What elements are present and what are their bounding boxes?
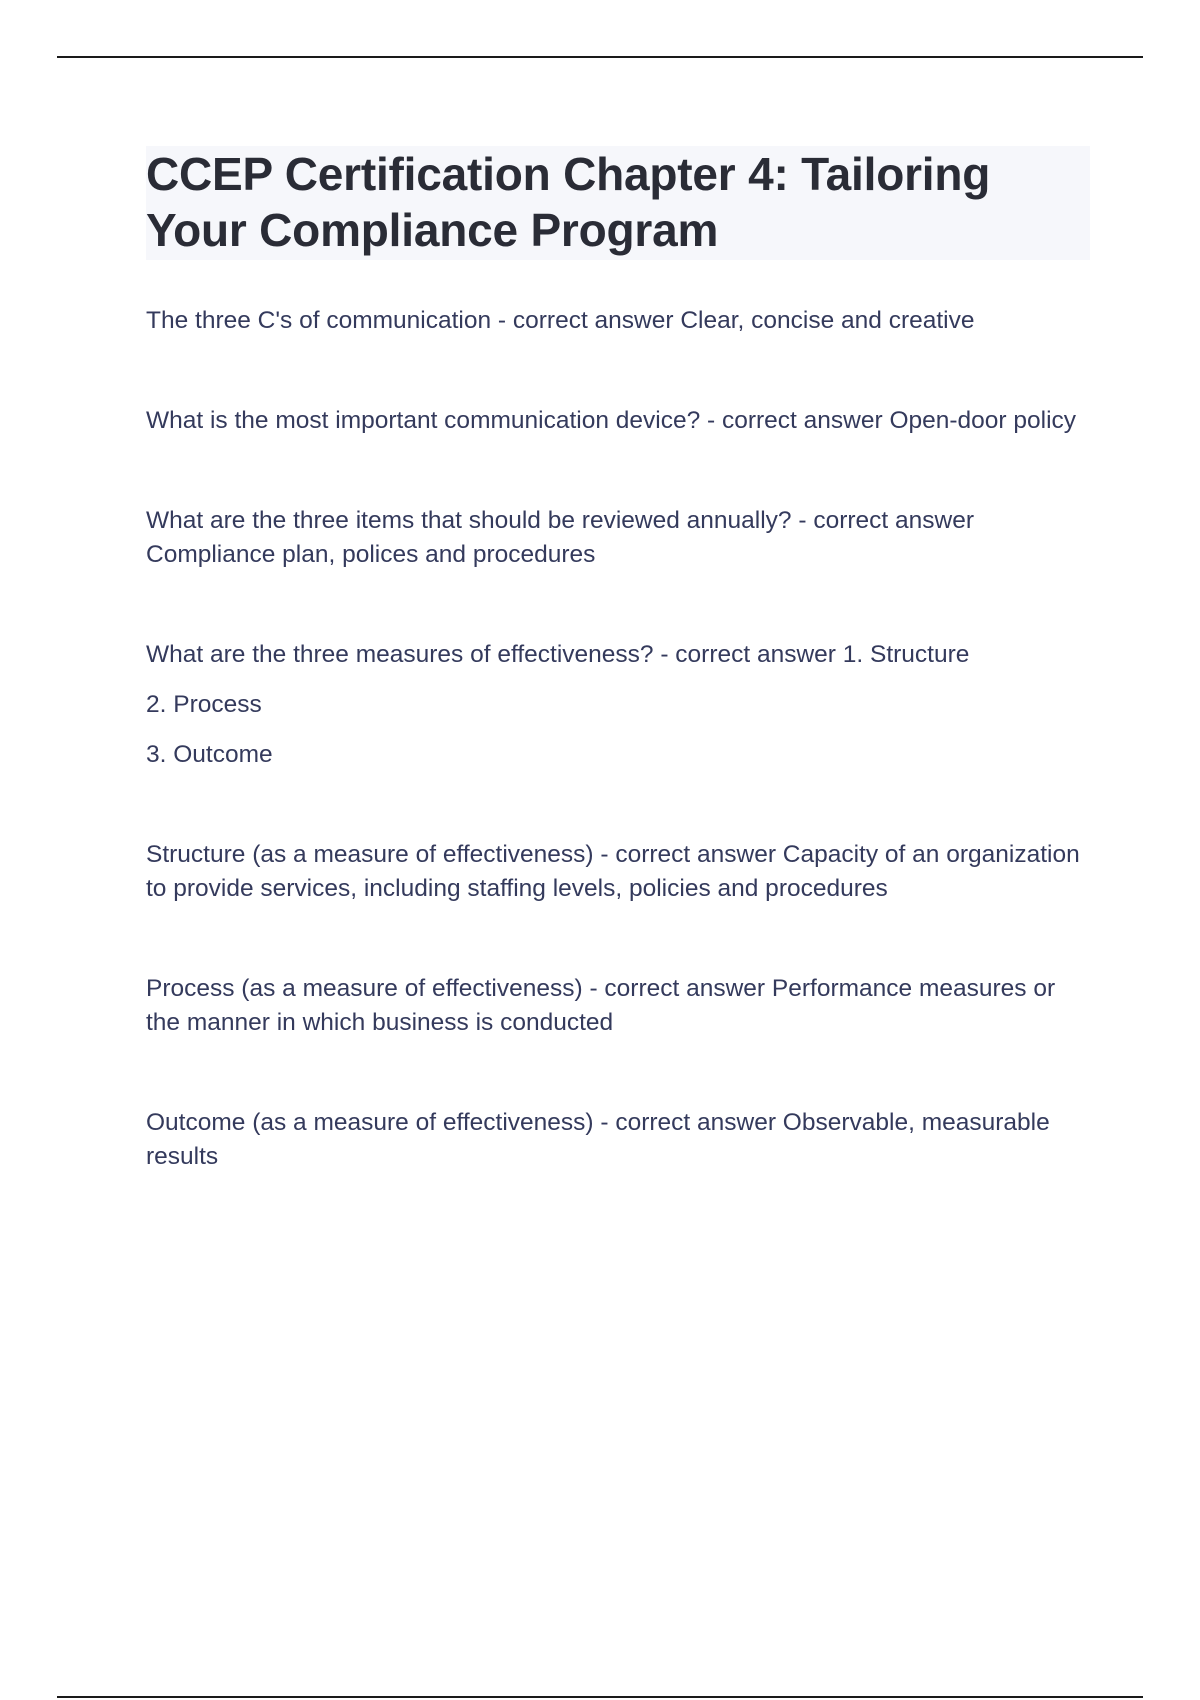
top-rule — [57, 56, 1143, 58]
qa-item-5 — [146, 838, 1090, 906]
qa-text: What are the three items that should be reviewed annually? - correct answer Compliance plan, polices and procedures — [146, 507, 974, 568]
qa-item-1 — [146, 304, 1090, 338]
qa-item-2 — [146, 404, 1090, 438]
qa-text: What are the three measures of effectiveness? - correct answer 1. Structure — [146, 641, 970, 668]
title-block — [146, 146, 1090, 260]
qa-text: What is the most important communication device? - correct answer Open-door policy — [146, 407, 1077, 434]
qa-continuation-line: 2. Process — [146, 691, 262, 718]
qa-text: Process (as a measure of effectiveness) - correct answer Performance measures or the manner in which business is conducted — [146, 975, 1056, 1036]
qa-item-3 — [146, 504, 1090, 572]
qa-text: Structure (as a measure of effectiveness) - correct answer Capacity of an organization to provide services, including staffing levels, policies and procedures — [146, 841, 1080, 902]
bottom-rule — [57, 1696, 1143, 1698]
qa-text: Outcome (as a measure of effectiveness) - correct answer Observable, measurable results — [146, 1109, 1050, 1170]
document-title: CCEP Certification Chapter 4: Tailoring Your Compliance Program — [146, 148, 991, 256]
qa-item-4 — [146, 638, 1090, 772]
qa-item-7 — [146, 1106, 1090, 1174]
qa-item-6 — [146, 972, 1090, 1040]
document-content — [146, 146, 1090, 1174]
qa-text: The three C's of communication - correct answer Clear, concise and creative — [146, 307, 975, 334]
qa-continuation-line: 3. Outcome — [146, 741, 273, 768]
